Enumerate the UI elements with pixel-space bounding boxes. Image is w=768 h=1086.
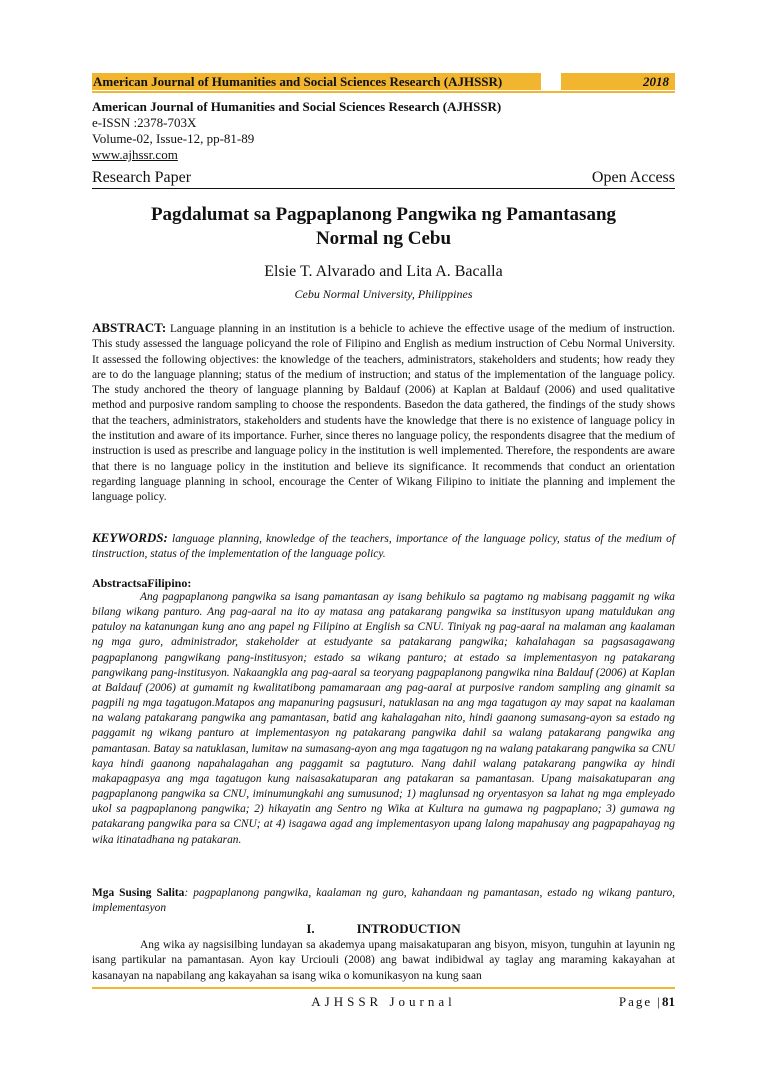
section-title: INTRODUCTION: [356, 921, 461, 936]
header-rule: [92, 91, 675, 93]
footer-page: [619, 994, 675, 1010]
paper-title: Pagdalumat sa Pagpaplanong Pangwika ng Pamantasang Normal ng Cebu: [150, 204, 617, 249]
abstract-filipino-heading: AbstractsaFilipino:: [92, 576, 192, 590]
section-number: I.: [306, 921, 315, 936]
header-gap: [541, 73, 561, 90]
journal-url-link[interactable]: www.ajhssr.com: [92, 147, 178, 162]
susing-salita-text: : pagpaplanong pangwika, kaalaman ng guro, kahandaan ng pamantasan, estado ng wikang panturo, implementasyon: [92, 887, 676, 915]
abstract-label: ABSTRACT:: [92, 320, 167, 335]
paper-type: Research Paper: [92, 169, 192, 186]
abstract: [92, 320, 675, 506]
footer-rule: [92, 987, 675, 989]
header-year: 2018: [561, 73, 675, 90]
introduction-heading: [92, 921, 675, 937]
footer-page-number: 81: [662, 994, 675, 1009]
paper-authors: Elsie T. Alvarado and Lita A. Bacalla: [264, 263, 503, 280]
paper-type-bar: [92, 167, 675, 189]
author-affiliation: Cebu Normal University, Philippines: [294, 287, 473, 301]
susing-salita: [92, 886, 675, 917]
meta-volume: Volume-02, Issue-12, pp-81-89: [92, 131, 255, 146]
journal-meta: [92, 99, 501, 163]
abstract-text: Language planning in an institution is a behicle to achieve the effective usage of the medium of instruction. This study assessed the language policyand the role of Filipino and English as medium instruction of Cebu Normal University. It assessed the following objectives: the knowledge of the teachers, administrators, stakeholders and students; how ready they are to do the language planning; status of the medium of instruction; and status of the implementation of the language policy. The study anchored the theory of language planning by Baldauf (2006) at Kaplan at Baldauf (2006) and used qualitative method and purposive random sampling to choose the respondents. Basedon the data gathered, the findings of the study shows that the teachers, administrators, stakeholders and students have the knowledge that there is no existence of language policy in the institution and aware of its importance. Furher, since theres no language policy, the respondents disagree that the medium of instruction is used as prescribe and language policy in the institution is well implemented. Therefore, the respondents are aware that there is no language policy in the institution and believe its significance. It recommends that conduct an orientation regarding language planning in school, encourage the Center of Wikang Filipino to initiate the planning and implement the language policy.: [92, 323, 675, 504]
introduction-text: Ang wika ay nagsisilbing lundayan sa akademya upang maisakatuparan ang bisyon, misyon, tunguhin at layunin ng isang partikular na pamantasan. Ayon kay Urciouli (2008) ang bawat indibidwal ay taglay ang maraming kakayahan at kasanayan na napabilang ang kakayahan sa isang wika o komunikasyon na kung saan: [92, 939, 675, 982]
footer-page-label: Page |: [618, 994, 662, 1009]
keywords-text: language planning, knowledge of the teachers, importance of the language policy, status of the medium of tinstruction, status of the implementation of the language policy.: [92, 533, 675, 561]
abstract-filipino-text: Ang pagpaplanong pangwika sa isang pamantasan ay isang behikulo sa pagtamo ng mabisang paggamit ng wika bilang wikang panturo. Ang pag-aaral na ito ay matasa ang patakarang pangwika sa institusyon upang matuldukan ang patuloy na katanungan kung ano ang papel ng Filipino at English sa CNU. Tiniyak ng pag-aaral na malaman ang kaalaman ng mga guro, administrador, stakeholder at estudyante sa patakarang pangwika; kahalahagan sa pagsasagawang pagpaplanong pangwikang pang-institusyon; estado sa wikang panturo; at estado sa implementasyon ng patakarang pangwikang pang-institusyon. Nakaangkla ang pag-aaral sa teoryang pagpaplanong pangwika nina Baldauf (2006) at Kaplan at Baldauf (2006) at gumamit ng kwalitatibong pamamaraan ang pag-aaral at purposive random sampling ang ginamit sa pagpili ng mga tagatugon.Matapos ang mapanuring pagsusuri, natuklasan na ang mga tagatugon ay may sapat na kaalaman na walang patakarang pangwika ang pamantasan, batid ang kahalagahan nito, hindi gaanong sumasang-ayon sa estado ng paggamit ng wikang panturo at implementasyon ng patakarang pangwika dahil sa walang patakarang pangwika ang pamantasan. Batay sa natuklasan, lumitaw na sumasang-ayon ang mga tagatugon ng na walang patakarang pangwika sa CNU kaya hindi gaanong napahalagahan ang paggamit sa pagtuturo. Nang dahil walang patakarang pangwika ay hindi makapagpasya ang mga tagatugon kung naisasakatuparan ang patakaran sa pamantasan. Upang maisakatuparan ang pagpaplanong pangwika sa CNU, iminumungkahi ang sumusunod; 1) maglunsad ng oryentasyon sa lahat ng mga empleyado ukol sa pagpaplanong pangwika; 2) hikayatin ang Sentro ng Wika at Kultura na gumawa ng pagpaplano; 3) gumawa ng patakarang pangwika para sa CNU; at 4) isagawa agad ang implementasyon upang lalong mapahusay ang pagpapahayag ng wika itinatadhana ng patakaran.: [92, 591, 675, 846]
keywords-label: KEYWORDS:: [92, 530, 168, 545]
keywords: [92, 530, 675, 563]
paper-type-rule: [92, 188, 675, 189]
meta-journal: American Journal of Humanities and Social Sciences Research (AJHSSR): [92, 99, 502, 114]
susing-salita-label: Mga Susing Salita: [92, 887, 185, 899]
meta-issn: e-ISSN :2378-703X: [92, 115, 197, 130]
access-type: Open Access: [591, 169, 675, 186]
running-header: [92, 73, 675, 90]
footer-journal: AJHSSR Journal: [311, 994, 456, 1009]
header-journal-name: American Journal of Humanities and Social Sciences Research (AJHSSR): [92, 73, 541, 90]
